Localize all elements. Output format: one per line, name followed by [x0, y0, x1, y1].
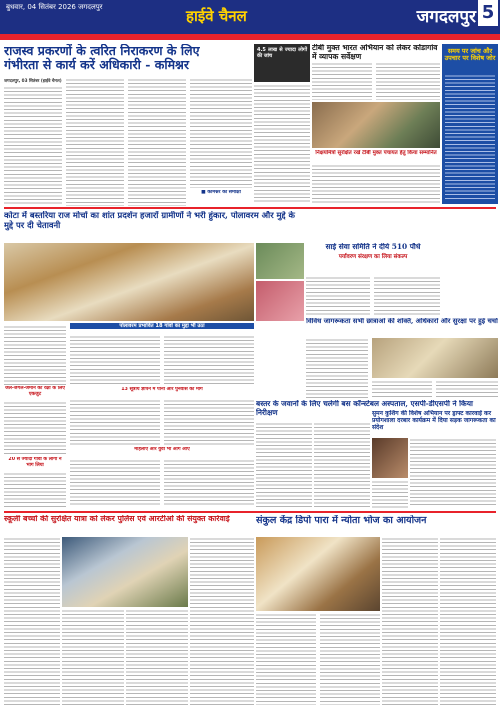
lead-signature: ■ कमिश्नर की समीक्षा: [201, 190, 241, 195]
kota-headline: कोटा में बस्तरिया राज मोर्चा का शांत प्रदर्शन हजारों ग्रामीणों ने भरी हुंकार, पोलावरम और मुद्दे के मुद्दे पर दी चेतावनी: [4, 211, 295, 230]
camp-sub-2: 13 सूत्रीय ज्ञापन में पानी और पुनर्वास की मांग: [121, 387, 203, 392]
section-divider: [4, 207, 496, 209]
camp-headline-block: [306, 243, 440, 273]
tb-column-1: [254, 84, 310, 204]
kota-rally-photo: [4, 243, 254, 321]
bhoj-column-4: [320, 613, 380, 705]
accident-headline: बस्तर के जवानों के लिए चलेगी बस कॉन्स्टेबल अस्पताल, एसपी-डीएसपी ने किया निरीक्षण: [256, 400, 473, 417]
kota-column-1b: [4, 401, 66, 456]
kota-sub-1: जल-जंगल-जमीन की रक्षा के लिए एकजुट: [5, 386, 65, 397]
camp-sub: पर्यावरण संरक्षण का लिया संकल्प: [338, 253, 408, 260]
bhoj-column-2: [440, 537, 496, 705]
bhoj-column-1: [382, 537, 438, 705]
lead-column-2: [66, 78, 124, 206]
schools-column-1: [4, 537, 60, 705]
women-top-rule: [442, 211, 498, 221]
section-divider-2: [4, 511, 496, 513]
women-column-3: [436, 380, 498, 398]
masthead-date: बुधवार, 04 सितंबर 2026 जगदलपुर: [6, 3, 103, 11]
kota-column-3: [164, 335, 254, 385]
schools-photo: [62, 537, 188, 607]
camp-headline: साई सेवा समिति ने दीये 510 पौधे: [325, 243, 421, 251]
lead-headline-block: [4, 44, 252, 76]
women-column-2: [372, 380, 432, 398]
lead-headline-2: गंभीरता से कार्य करें अधिकारी - कमिश्नर: [4, 57, 190, 73]
women-column-1: [306, 338, 368, 398]
lead-byline: जगदलपुर, 03 सितंबर (हाईवे चैनल): [4, 78, 62, 83]
bhoj-headline: संकुल केंद्र डिपो पारा में न्योता भोज का आयोजन: [256, 515, 427, 526]
women-headline: विविध जागरूकता सभी छात्राओं की शक्ति, अधिकारों और सुरक्षा पर हुई चर्चा: [306, 318, 498, 325]
tb-column-3: [376, 62, 440, 100]
accident-column-2: [314, 422, 370, 508]
accident-column-1: [256, 422, 312, 508]
tb-column-2: [312, 62, 372, 100]
tb-headline: टीबी मुक्त भारत अभियान को लेकर कोंडागांव में व्यापक सर्वेक्षण: [312, 44, 438, 60]
schools-column-2: [62, 609, 124, 705]
kota-sub-2: 20 से ज्यादा गांवों के लोगों ने भाग लिया: [8, 457, 62, 468]
schools-column-3: [126, 609, 188, 705]
blue-sidebar-title: समय पर जांच और उपचार पर विशेष जोर: [444, 47, 496, 63]
tb-column-4: [312, 164, 440, 204]
kota-column-4: [70, 399, 160, 445]
lead-column-3: [128, 78, 186, 206]
bhoj-photo: [256, 537, 380, 611]
camp-sub-3: महिलाएं और युवा भी आगे आए: [134, 447, 190, 452]
masthead-section: हाईवे चैनल: [186, 7, 247, 25]
masthead: [0, 0, 500, 40]
camp-column-1: [306, 276, 370, 316]
tb-photo-caption: निक्षयमित्रों सुरक्षित रखें टीबी मुक्त पंचायत हेतु किया सम्मानित: [315, 150, 437, 156]
camp-column-2: [374, 276, 440, 316]
tb-note-box: 4.5 लाख से ज्यादा लोगों की जांच: [254, 44, 310, 82]
masthead-stripe: [0, 34, 500, 40]
lead-headline-1: राजस्व प्रकरणों के त्वरित निराकरण के लिए: [4, 44, 200, 58]
bhoj-column-3: [256, 613, 316, 705]
schools-headline: स्कूली बच्चों की सुरक्षित यात्रा को लेकर पुलिस एवं आरटीओ की संयुक्त कार्रवाई: [4, 515, 230, 523]
blue-sidebar: [442, 44, 498, 204]
camp-photo-caption: पोलावरम प्रभावित 18 गांवों का मुद्दा भी उठा: [70, 323, 254, 333]
kota-column-7: [164, 459, 254, 507]
kota-column-5: [164, 399, 254, 445]
suman-headline: सुमन कुशिंग की विशेष अभियान पर ड्राफ्ट कारवाई कर प्रयोगशाला दरबार कार्यक्रम में दिया सड़क जागरूकता का संदेश: [372, 410, 496, 432]
kota-small-photo: [256, 243, 304, 279]
suman-column-1: [410, 438, 496, 508]
kota-red-photo: [256, 281, 304, 321]
masthead-city: जगदलपुर: [416, 7, 476, 27]
kota-column-1: [4, 325, 66, 385]
lead-column-1: [4, 86, 62, 206]
kota-column-6: [70, 459, 160, 507]
schools-column-4: [190, 537, 254, 705]
suman-column-2: [372, 480, 408, 508]
lead-column-4: [190, 78, 252, 188]
tb-photo: [312, 102, 440, 148]
kota-column-1c: [4, 472, 66, 508]
page-number: 5: [478, 0, 498, 26]
women-photo: [372, 338, 498, 378]
kota-column-2: [70, 335, 160, 385]
suman-portrait: [372, 438, 408, 478]
